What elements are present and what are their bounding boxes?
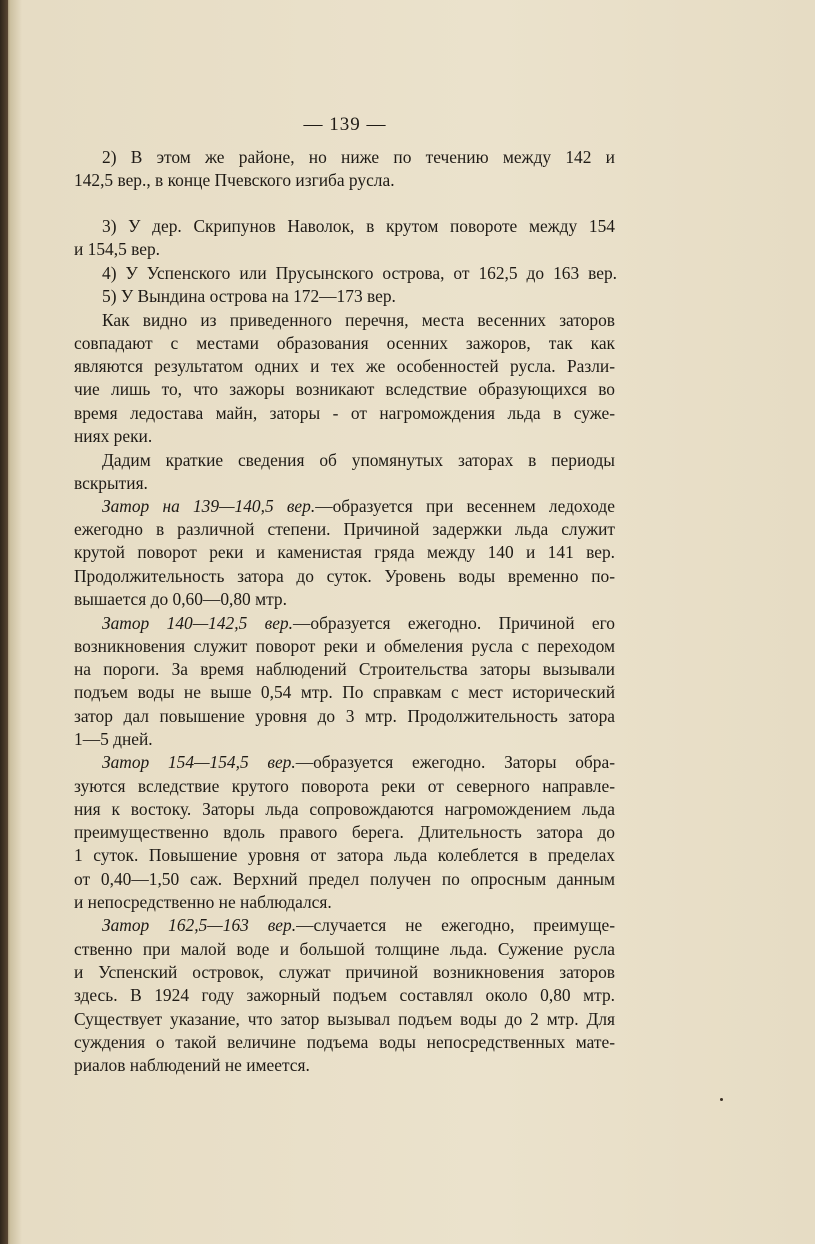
text-line bbox=[74, 705, 615, 727]
line-text: 1—5 дней. bbox=[74, 729, 153, 749]
text-line bbox=[102, 309, 615, 331]
text-line bbox=[74, 238, 160, 260]
line-text: —случается не ежегодно, преимуще- bbox=[296, 915, 615, 935]
text-line bbox=[74, 378, 615, 400]
text-line bbox=[74, 402, 615, 424]
text-line bbox=[74, 541, 615, 563]
line-text: и Успенский островок, служат причиной возникновения заторов bbox=[74, 962, 615, 982]
text-line bbox=[74, 635, 615, 657]
line-text: возникновения служит поворот реки и обмеления русла с переходом bbox=[74, 636, 615, 656]
line-text: вскрытия. bbox=[74, 473, 148, 493]
line-text: подъем воды не выше 0,54 мтр. По справкам с мест исторический bbox=[74, 682, 615, 702]
text-line bbox=[102, 449, 615, 471]
line-text: от 0,40—1,50 саж. Верхний предел получен по опросным данным bbox=[74, 869, 615, 889]
line-text: и непосредственно не наблюдался. bbox=[74, 892, 332, 912]
line-text: преимущественно вдоль правого берега. Длительность затора до bbox=[74, 822, 615, 842]
text-line bbox=[102, 751, 615, 773]
text-line bbox=[74, 728, 153, 750]
book-binding-edge bbox=[0, 0, 8, 1244]
line-text: на пороги. За время наблюдений Строительства заторы вызывали bbox=[74, 659, 615, 679]
text-line bbox=[74, 938, 615, 960]
text-line bbox=[74, 961, 615, 983]
line-text: —образуется при весеннем ледоходе bbox=[315, 496, 615, 516]
text-line bbox=[74, 1031, 615, 1053]
line-text: являются результатом одних и тех же особенностей русла. Разли- bbox=[74, 356, 615, 376]
line-text: 5) У Вындина острова на 172—173 вер. bbox=[102, 286, 396, 306]
text-line bbox=[74, 588, 287, 610]
line-text: —образуется ежегодно. Причиной его bbox=[292, 613, 615, 633]
text-line bbox=[102, 495, 615, 517]
text-line bbox=[74, 565, 615, 587]
text-line bbox=[74, 775, 615, 797]
text-line bbox=[74, 425, 152, 447]
text-line bbox=[74, 891, 332, 913]
line-text: здесь. В 1924 году зажорный подъем составлял около 0,80 мтр. bbox=[74, 985, 615, 1005]
section-heading-italic: Затор 140—142,5 вер. bbox=[102, 613, 293, 633]
line-text: риалов наблюдений не имеется. bbox=[74, 1055, 310, 1075]
line-text: зуются вследствие крутого поворота реки от северного направле- bbox=[74, 776, 615, 796]
line-text: суждения о такой величине подъема воды непосредственных мате- bbox=[74, 1032, 615, 1052]
text-line bbox=[74, 1054, 310, 1076]
line-text: и 154,5 вер. bbox=[74, 239, 161, 259]
text-line bbox=[74, 658, 615, 680]
line-text: ственно при малой воде и большой толщине льда. Сужение русла bbox=[74, 939, 615, 959]
line-text: ежегодно в различной степени. Причиной задержки льда служит bbox=[74, 519, 615, 539]
text-line bbox=[102, 914, 615, 936]
text-line bbox=[74, 798, 615, 820]
text-line bbox=[102, 612, 615, 634]
line-text: ниях реки. bbox=[74, 426, 153, 446]
text-line bbox=[74, 681, 615, 703]
paper-speck bbox=[720, 1098, 723, 1101]
text-line bbox=[74, 1008, 615, 1030]
line-text: 2) В этом же районе, но ниже по течению между 142 и bbox=[102, 147, 615, 167]
text-line bbox=[102, 262, 617, 284]
line-text: Как видно из приведенного перечня, места весенних заторов bbox=[102, 310, 615, 330]
line-text: вышается до 0,60—0,80 мтр. bbox=[74, 589, 287, 609]
line-text: Дадим краткие сведения об упомянутых заторах в периоды bbox=[102, 450, 615, 470]
section-heading-italic: Затор 154—154,5 вер. bbox=[102, 752, 296, 772]
text-line bbox=[102, 285, 396, 307]
text-line bbox=[102, 146, 615, 168]
line-text: 4) У Успенского или Прусынского острова, от 162,5 до 163 вер. bbox=[102, 263, 617, 283]
text-line bbox=[74, 518, 615, 540]
line-text: время ледостава майн, заторы - от нагромождения льда в суже- bbox=[74, 403, 615, 423]
text-line bbox=[74, 472, 148, 494]
line-text: совпадают с местами образования осенних зажоров, так как bbox=[74, 333, 615, 353]
text-line bbox=[102, 215, 615, 237]
line-text: ния к востоку. Заторы льда сопровождаются нагромождением льда bbox=[74, 799, 615, 819]
text-line bbox=[74, 355, 615, 377]
line-text: чие лишь то, что зажоры возникают вследствие образующихся во bbox=[74, 379, 615, 399]
line-text: крутой поворот реки и каменистая гряда между 140 и 141 вер. bbox=[74, 542, 615, 562]
line-text: —образуется ежегодно. Заторы обра- bbox=[295, 752, 615, 772]
line-text: затор дал повышение уровня до 3 мтр. Продолжительность затора bbox=[74, 706, 615, 726]
page-number: — 139 — bbox=[303, 114, 387, 135]
text-line bbox=[74, 844, 615, 866]
line-text: 3) У дер. Скрипунов Наволок, в крутом повороте между 154 bbox=[102, 216, 615, 236]
text-line bbox=[74, 821, 615, 843]
section-heading-italic: Затор на 139—140,5 вер. bbox=[102, 496, 316, 516]
section-heading-italic: Затор 162,5—163 вер. bbox=[102, 915, 297, 935]
text-line bbox=[74, 984, 615, 1006]
text-line bbox=[74, 169, 395, 191]
text-line bbox=[74, 332, 615, 354]
line-text: Существует указание, что затор вызывал подъем воды до 2 мтр. Для bbox=[74, 1009, 615, 1029]
line-text: 1 суток. Повышение уровня от затора льда колеблется в пределах bbox=[74, 845, 615, 865]
line-text: 142,5 вер., в конце Пчевского изгиба русла. bbox=[74, 170, 395, 190]
text-line bbox=[74, 868, 615, 890]
line-text: Продолжительность затора до суток. Уровень воды временно по- bbox=[74, 566, 615, 586]
